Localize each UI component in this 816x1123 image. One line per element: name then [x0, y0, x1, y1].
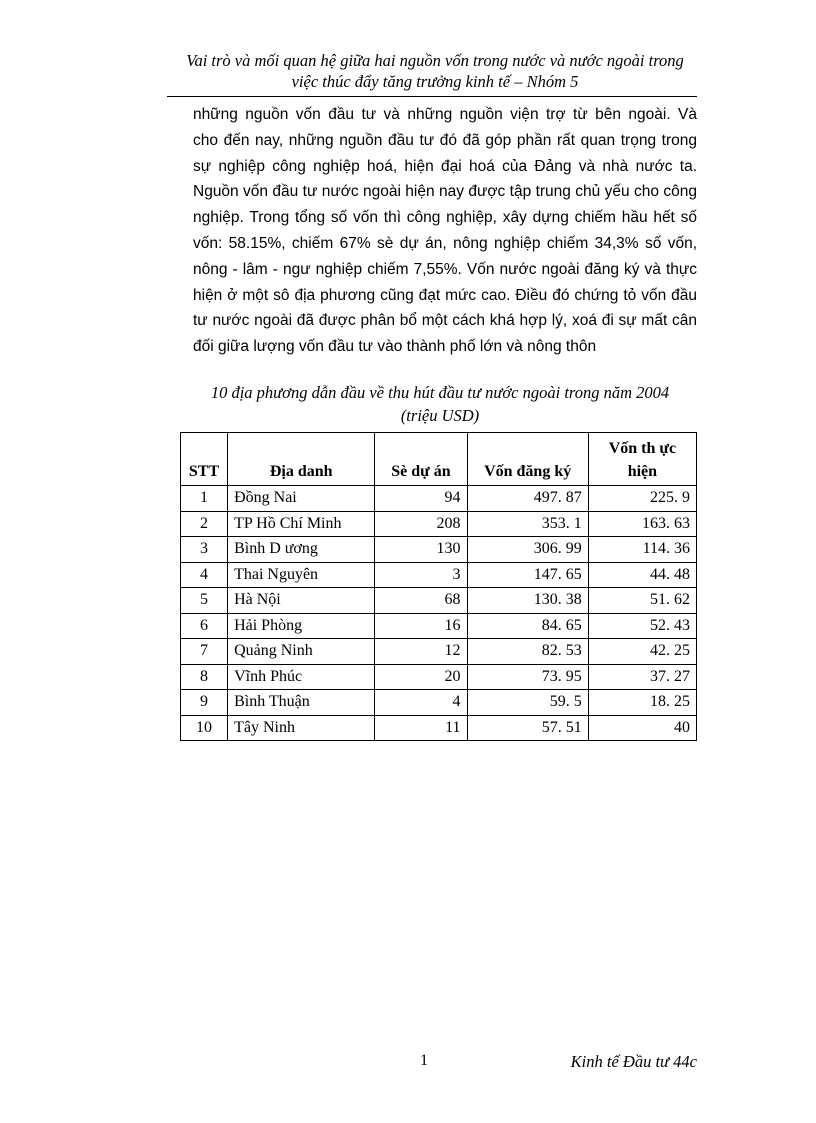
cell-registered: 84. 65 — [467, 613, 588, 639]
body-line: nghiệp. Trong tổng số vốn thì công nghiệp, xây dựng chiếm hầu hết số — [193, 209, 697, 227]
body-line: nông - lâm - ngư nghiệp chiếm 7,55%. Vốn nước ngoài đăng ký và thực — [193, 260, 697, 278]
cell-projects: 4 — [375, 690, 467, 716]
body-line: đối giữa lượng vốn đầu tư vào thành phố lớn và nông thôn — [193, 338, 597, 356]
table-caption-title: 10 địa phương dẫn đầu về thu hút đầu tư nước ngoài trong năm 2004 — [210, 383, 670, 402]
cell-projects: 12 — [375, 639, 467, 665]
cell-stt: 2 — [181, 511, 228, 537]
cell-registered: 73. 95 — [467, 664, 588, 690]
cell-implemented: 225. 9 — [588, 486, 696, 512]
cell-stt: 10 — [181, 715, 228, 741]
cell-implemented: 52. 43 — [588, 613, 696, 639]
cell-name: Đồng Nai — [228, 486, 375, 512]
body-line: vốn: 58.15%, chiếm 67% sè dự án, nông nghiệp chiếm 34,3% số vốn, — [193, 234, 697, 252]
table-row — [181, 537, 697, 563]
cell-implemented: 163. 63 — [588, 511, 696, 537]
cell-name: Bình D ương — [228, 537, 375, 563]
table-row — [181, 511, 697, 537]
header-name: Địa danh — [228, 433, 375, 486]
header-implemented-line-2: hiện — [627, 463, 658, 480]
table-caption-unit: (triệu USD) — [400, 406, 480, 425]
cell-projects: 16 — [375, 613, 467, 639]
table-row — [181, 664, 697, 690]
cell-name: Thai Nguyên — [228, 562, 375, 588]
header-title-line-2: việc thúc đẩy tăng trưởng kinh tế – Nhóm 5 — [291, 72, 579, 91]
body-line: sự nghiệp công nghiệp hoá, hiện đại hoá của Đảng và nhà nước ta. — [193, 157, 697, 175]
cell-projects: 20 — [375, 664, 467, 690]
header-implemented — [588, 433, 696, 486]
cell-stt: 5 — [181, 588, 228, 614]
cell-implemented: 44. 48 — [588, 562, 696, 588]
cell-name: Vĩnh Phúc — [228, 664, 375, 690]
body-line: những nguồn vốn đầu tư và những nguồn viện trợ từ bên ngoài. Và — [193, 106, 697, 123]
table-row — [181, 715, 697, 741]
cell-registered: 59. 5 — [467, 690, 588, 716]
cell-projects: 208 — [375, 511, 467, 537]
table-row — [181, 639, 697, 665]
cell-implemented: 42. 25 — [588, 639, 696, 665]
cell-name: Tây Ninh — [228, 715, 375, 741]
cell-stt: 3 — [181, 537, 228, 563]
body-line: Nguồn vốn đầu tư nước ngoài hiện nay được tập trung chủ yếu cho công — [193, 183, 697, 201]
cell-stt: 1 — [181, 486, 228, 512]
cell-stt: 4 — [181, 562, 228, 588]
cell-projects: 130 — [375, 537, 467, 563]
cell-registered: 82. 53 — [467, 639, 588, 665]
table-row — [181, 562, 697, 588]
body-line: cho đến nay, những nguồn đầu tư đó đã góp phần rất quan trọng trong — [193, 131, 697, 149]
cell-projects: 68 — [375, 588, 467, 614]
body-line: tư nước ngoài đã được phân bổ một cách khá hợp lý, xoá đi sự mất cân — [193, 312, 697, 330]
cell-projects: 11 — [375, 715, 467, 741]
cell-stt: 7 — [181, 639, 228, 665]
table-header-row — [181, 433, 697, 486]
page-header — [150, 50, 720, 92]
header-divider — [167, 96, 697, 97]
cell-implemented: 51. 62 — [588, 588, 696, 614]
header-stt: STT — [181, 433, 228, 486]
cell-name: Quảng Ninh — [228, 639, 375, 665]
cell-registered: 353. 1 — [467, 511, 588, 537]
cell-implemented: 40 — [588, 715, 696, 741]
cell-projects: 3 — [375, 562, 467, 588]
fdi-table — [180, 432, 697, 741]
cell-stt: 9 — [181, 690, 228, 716]
cell-registered: 130. 38 — [467, 588, 588, 614]
header-registered: Vốn đăng ký — [467, 433, 588, 486]
header-title-line-1: Vai trò và mối quan hệ giữa hai nguồn vốn trong nước và nước ngoài trong — [186, 51, 684, 70]
cell-implemented: 18. 25 — [588, 690, 696, 716]
table-row — [181, 588, 697, 614]
cell-registered: 57. 51 — [467, 715, 588, 741]
table-caption — [160, 381, 720, 427]
cell-registered: 497. 87 — [467, 486, 588, 512]
cell-implemented: 114. 36 — [588, 537, 696, 563]
cell-name: Hà Nội — [228, 588, 375, 614]
table-row — [181, 486, 697, 512]
cell-name: Hải Phòng — [228, 613, 375, 639]
page-number: 1 — [420, 1052, 428, 1069]
cell-stt: 8 — [181, 664, 228, 690]
cell-implemented: 37. 27 — [588, 664, 696, 690]
header-projects: Sè dự án — [375, 433, 467, 486]
footer-course-label: Kinh tế Đầu tư 44c — [570, 1052, 697, 1071]
table-row — [181, 690, 697, 716]
cell-registered: 306. 99 — [467, 537, 588, 563]
cell-registered: 147. 65 — [467, 562, 588, 588]
body-line: hiện ở một sô địa phương cũng đạt mức cao. Điều đó chứng tỏ vốn đầu — [193, 286, 697, 304]
cell-projects: 94 — [375, 486, 467, 512]
cell-name: TP Hồ Chí Minh — [228, 511, 375, 537]
cell-name: Bình Thuận — [228, 690, 375, 716]
header-implemented-line-1: Vốn th ực — [608, 440, 677, 457]
table-row — [181, 613, 697, 639]
body-paragraph — [193, 102, 697, 360]
cell-stt: 6 — [181, 613, 228, 639]
